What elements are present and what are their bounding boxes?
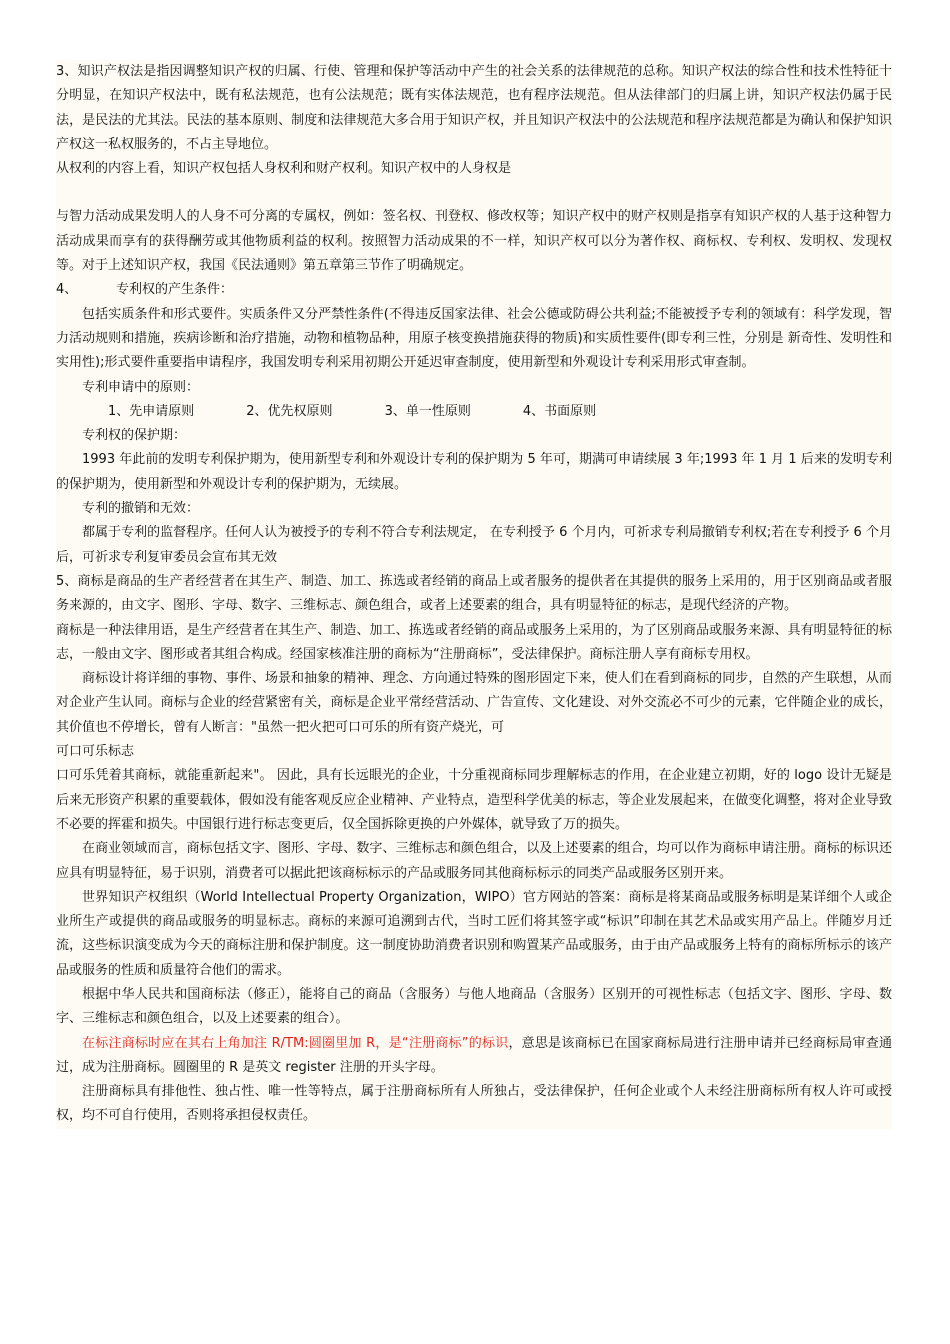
highlight-red-text: 在标注商标时应在其右上角加注 R/TM:圆圈里加 R，是“注册商标”的标识: [82, 1035, 509, 1051]
principle-item: 1、先申请原则: [108, 403, 195, 419]
principle-item: 2、优先权原则: [246, 403, 333, 419]
paragraph-5-design: 商标设计将详细的事物、事件、场景和抽象的精神、理念、方向通过特殊的图形固定下来，使人们在看到商标的同步，自然的产生联想，从而对企业产生认同。商标与企业的经营紧密有关，商标是企业平常经营活动、广告宣传、文化建设、对外交流必不可少的元素，它伴随企业的成长，其价值也不停增长，曾有人断言："虽然一把火把可口可乐的所有资产烧光，可: [56, 671, 892, 735]
paragraph-3-rights: 从权利的内容上看，知识产权包括人身权利和财产权利。知识产权中的人身权是: [56, 161, 512, 177]
paragraph-5-legal: 商标是一种法律用语，是生产经营者在其生产、制造、加工、拣选或者经销的商品或服务上采用的，为了区别商品或服务来源、具有明显特征的标志，一般由文字、图形或者其组合构成。经国家核准注册的商标为“注册商标”，受法律保护。商标注册人享有商标专用权。: [56, 622, 892, 662]
section-4-title: 专利权的产生条件：: [116, 282, 234, 298]
paragraph-4-principles-label: 专利申请中的原则：: [82, 379, 200, 395]
paragraph-5-registered-mark: [56, 1032, 892, 1081]
section-4-number: 4、: [56, 282, 78, 298]
document-body: [56, 60, 892, 1129]
paragraph-5-design-cont: 口可乐凭着其商标，就能重新起来"。 因此，具有长远眼光的企业，十分重视商标同步理解标志的作用，在企业建立初期，好的 logo 设计无疑是后来无形资产积累的重要载体，假如没有能客观反应企业精神、产业特点，造型科学优美的标志，等企业发展起来，在做变化调整，将对企业导致不必要的挥霍和损失。中国银行进行标志变更后，仅全国拆除更换的户外媒体，就导致了万的损失。: [56, 768, 892, 832]
paragraph-4-term: 1993 年此前的发明专利保护期为，使用新型专利和外观设计专利的保护期为 5 年可，期满可申请续展 3 年;1993 年 1 月 1 后来的发明专利的保护期为，使用新型和外观设计专利的保护期为，无续展。: [56, 452, 892, 492]
paragraph-5-law: 根据中华人民共和国商标法（修正），能将自己的商品（含服务）与他人地商品（含服务）区别开的可视性标志（包括文字、图形、字母、数字、三维标志和颜色组合，以及上述要素的组合）。: [56, 986, 892, 1027]
paragraph-4-revocation: 都属于专利的监督程序。任何人认为被授予的专利不符合专利法规定， 在专利授予 6 个月内，可祈求专利局撤销专利权;若在专利授予 6 个月后，可祈求专利复审委员会宣布其无效: [56, 525, 892, 565]
paragraph-4-revocation-label: 专利的撤销和无效：: [82, 501, 200, 517]
paragraph-3: 3、知识产权法是指因调整知识产权的归属、行使、管理和保护等活动中产生的社会关系的法律规范的总称。知识产权法的综合性和技术性特征十分明显，在知识产权法中，既有私法规范，也有公法规范；既有实体法规范，也有程序法规范。但从法律部门的归属上讲，知识产权法仍属于民法，是民法的尤其法。民法的基本原则、制度和法律规范大多合用于知识产权，并且知识产权法中的公法规范和程序法规范都是为确认和保护知识产权这一私权服务的，不占主导地位。: [56, 64, 892, 152]
paragraph-5: 5、商标是商品的生产者经营者在其生产、制造、加工、拣选或者经销的商品上或者服务的提供者在其提供的服务上采用的，用于区别商品或者服务来源的，由文字、图形、字母、数字、三维标志、颜色组合，或者上述要素的组合，具有明显特征的标志，是现代经济的产物。: [56, 573, 892, 614]
section-4-heading: [56, 278, 892, 302]
paragraph-4-term-label: 专利权的保护期：: [82, 428, 187, 444]
paragraph-5-commerce: 在商业领域而言，商标包括文字、图形、字母、数字、三维标志和颜色组合，以及上述要素的组合，均可以作为商标申请注册。商标的标识还应具有明显特征，易于识别，消费者可以据此把该商标标示的产品或服务同其他商标标示的同类产品或服务区别开来。: [56, 841, 892, 881]
image-caption-cocacola: 可口可乐标志: [56, 744, 135, 760]
paragraph-3-rights-cont: 与智力活动成果发明人的人身不可分离的专属权，例如：签名权、刊登权、修改权等；知识产权中的财产权则是指享有知识产权的人基于这种智力活动成果而享有的获得酬劳或其他物质利益的权利。按照智力活动成果的不一样，知识产权可以分为著作权、商标权、专利权、发明权、发现权等。对于上述知识产权，我国《民法通则》第五章第三节作了明确规定。: [56, 209, 892, 274]
blank-line: [56, 181, 892, 205]
principle-item: 4、书面原则: [522, 403, 597, 419]
principle-item: 3、单一性原则: [384, 403, 471, 419]
paragraph-5-exclusive: 注册商标具有排他性、独占性、唯一性等特点，属于注册商标所有人所独占，受法律保护，任何企业或个人未经注册商标所有权人许可或授权，均不可自行使用，否则将承担侵权责任。: [56, 1084, 892, 1124]
paragraph-5-registered-rest: ，意思是该商标已在国家商标局进行注册申请并已经商标局审查通过，成为注册商标。圆圈里的 R 是英文 register 注册的开头字母。: [56, 1035, 892, 1075]
paragraph-5-wipo: 世界知识产权组织（World Intellectual Property Organization，WIPO）官方网站的答案：商标是将某商品或服务标明是某详细个人或企业所生产或提供的商品或服务的明显标志。商标的来源可追溯到古代，当时工匠们将其签字或“标识”印制在其艺术品或实用产品上。伴随岁月迁流，这些标识演变成为今天的商标注册和保护制度。这一制度协助消费者识别和购置某产品或服务，由于由产品或服务上特有的商标所标示的该产品或服务的性质和质量符合他们的需求。: [56, 889, 892, 978]
paragraph-4-conditions: 包括实质条件和形式要件。实质条件又分严禁性条件(不得违反国家法律、社会公德或防碍公共利益;不能被授予专利的领域有：科学发现，智力活动规则和措施，疾病诊断和治疗措施，动物和植物品种，用原子核变换措施获得的物质)和实质性要件(即专利三性，分别是 新奇性、发明性和实用性);形式要件重要指申请程序，我国发明专利采用初期公开延迟审查制度，使用新型和外观设计专利采用形式审查制。: [56, 306, 892, 371]
principles-list: [56, 400, 892, 424]
